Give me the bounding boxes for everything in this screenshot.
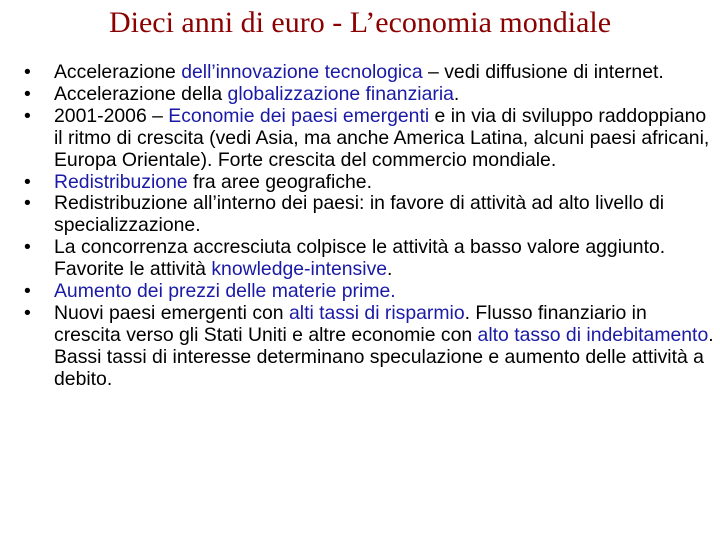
bullet-item — [24, 106, 718, 172]
bullet-icon: • — [24, 170, 31, 193]
bullet-text — [54, 83, 459, 105]
bullet-text — [54, 171, 372, 193]
bullet-item — [24, 172, 718, 194]
highlight-segment: knowledge-intensive — [211, 258, 388, 281]
bullet-item — [24, 62, 718, 84]
text-segment: Redistribuzione all’interno dei paesi: in favore di attività ad alto livello di specializzazione. — [54, 192, 665, 237]
text-segment: e in via di sviluppo raddoppiano il ritmo di crescita (vedi Asia, ma anche America Latina, alcuni paesi africani, Europa Orientale). Forte crescita del commercio mondiale. — [54, 104, 710, 171]
bullet-icon: • — [24, 61, 31, 83]
highlight-segment: Economie dei paesi emergenti — [168, 104, 430, 127]
bullet-item — [24, 237, 718, 281]
bullet-text — [54, 192, 664, 236]
bullet-text — [54, 61, 664, 83]
highlight-segment: alti tassi di risparmio — [288, 301, 465, 324]
text-segment: Accelerazione della — [54, 82, 228, 105]
bullet-text — [54, 302, 714, 390]
highlight-segment: globalizzazione finanziaria — [227, 82, 454, 105]
text-segment: Accelerazione — [54, 61, 182, 83]
highlight-segment: alto tasso di indebitamento — [477, 323, 709, 346]
text-segment: . — [453, 82, 460, 105]
bullet-icon: • — [24, 301, 31, 324]
bullet-item — [24, 303, 718, 391]
bullet-icon: • — [24, 192, 31, 215]
text-segment: . Bassi tassi di interesse determinano speculazione e aumento delle attività a debito. — [54, 323, 714, 390]
text-segment: . Flusso finanziario in crescita verso gli Stati Uniti e altre economie con — [54, 301, 647, 346]
bullet-text — [54, 280, 396, 302]
text-segment: . — [387, 258, 393, 281]
bullet-item — [24, 281, 718, 303]
text-segment: – vedi diffusione di internet. — [422, 61, 664, 83]
text-segment: fra aree geografiche. — [187, 170, 372, 193]
text-segment: Nuovi paesi emergenti con — [54, 301, 289, 324]
slide-title: Dieci anni di euro - L’economia mondiale — [108, 6, 612, 39]
bullet-icon: • — [24, 280, 31, 303]
bullet-list — [24, 62, 718, 391]
highlight-segment: dell’innovazione tecnologica — [181, 61, 423, 83]
bullet-item — [24, 193, 718, 237]
text-segment: La concorrenza accresciuta colpisce le attività a basso valore aggiunto. Favorite le attività — [54, 236, 666, 281]
bullet-icon: • — [24, 104, 31, 127]
bullet-text — [54, 236, 665, 280]
text-segment: 2001-2006 – — [54, 104, 169, 127]
bullet-icon: • — [24, 236, 31, 259]
highlight-segment: Redistribuzione — [54, 170, 188, 193]
bullet-text — [54, 105, 709, 171]
bullet-icon: • — [24, 82, 31, 105]
highlight-segment: Aumento dei prezzi delle materie prime. — [54, 280, 396, 303]
bullet-item — [24, 84, 718, 106]
